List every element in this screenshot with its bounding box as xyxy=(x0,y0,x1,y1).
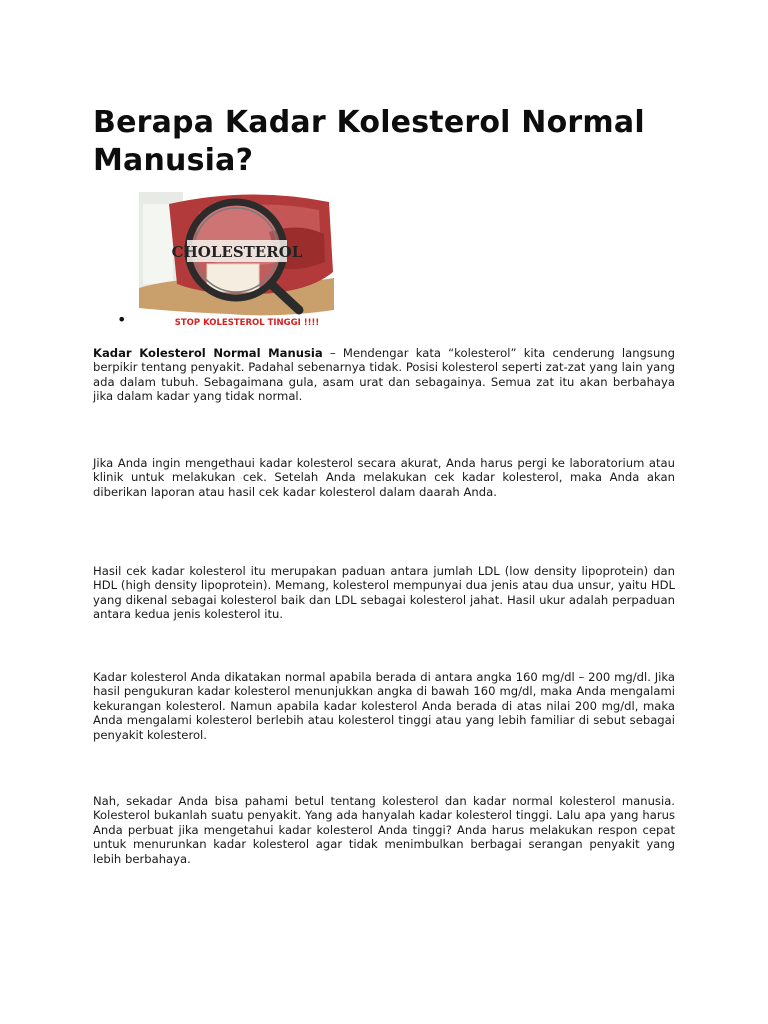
paragraph-lab-check: Jika Anda ingin mengethaui kadar kolesterol secara akurat, Anda harus pergi ke laboratorium atau klinik untuk melakukan cek. Setelah Anda melakukan cek kadar kolesterol, maka Anda akan diberikan laporan atau hasil cek kadar kolesterol dalam daarah Anda. xyxy=(93,456,675,499)
paragraph-lead: Kadar Kolesterol Normal Manusia xyxy=(93,346,323,360)
paragraph-conclusion: Nah, sekadar Anda bisa pahami betul tentang kolesterol dan kadar normal kolesterol manusia. Kolesterol bukanlah suatu penyakit. Yang ada hanyalah kadar kolesterol tinggi. Lalu apa yang harus Anda perbuat jika mengetahui kadar kolesterol Anda tinggi? Anda harus melakukan respon cepat untuk menurunkan kadar kolesterol agar tidak menimbulkan berbagai serangan penyakit yang lebih berbahaya. xyxy=(93,794,675,866)
bullet-marker: • xyxy=(117,310,127,329)
cholesterol-image xyxy=(139,192,334,328)
page-title: Berapa Kadar Kolesterol Normal Manusia? xyxy=(93,105,645,178)
paragraph-ldl-hdl: Hasil cek kadar kolesterol itu merupakan paduan antara jumlah LDL (low density lipoprotein) dan HDL (high density lipoprotein). Memang, kolesterol mempunyai dua jenis atau dua unsur, yaitu HDL yang dikenal sebagai kolesterol baik dan LDL sebagai kolesterol jahat. Hasil ukur adalah perpaduan antara kedua jenis kolesterol itu. xyxy=(93,564,675,622)
paragraph-intro xyxy=(93,346,675,404)
figure-caption: STOP KOLESTEROL TINGGI !!!! xyxy=(174,318,320,328)
paragraph-normal-range: Kadar kolesterol Anda dikatakan normal apabila berada di antara angka 160 mg/dl – 200 mg/dl. Jika hasil pengukuran kadar kolesterol menunjukkan angka di bawah 160 mg/dl, maka Anda mengalami kekurangan kolesterol. Namun apabila kadar kolesterol Anda berada di atas nilai 200 mg/dl, maka Anda mengalami kolesterol berlebih atau kolesterol tinggi atau yang lebih familiar di sebut sebagai penyakit kolesterol. xyxy=(93,670,675,742)
magnifier-label: CHOLESTEROL xyxy=(171,243,303,261)
paragraph-intro-text: – Mendengar kata “kolesterol” kita cenderung langsung berpikir tentang penyakit. Padahal sebenarnya tidak. Posisi kolesterol seperti zat-zat yang lain yang ada dalam tubuh. Sebagaimana gula, asam urat dan sebagainya. Semua zat itu akan berbahaya jika dalam kadar yang tidak normal. xyxy=(93,346,675,404)
